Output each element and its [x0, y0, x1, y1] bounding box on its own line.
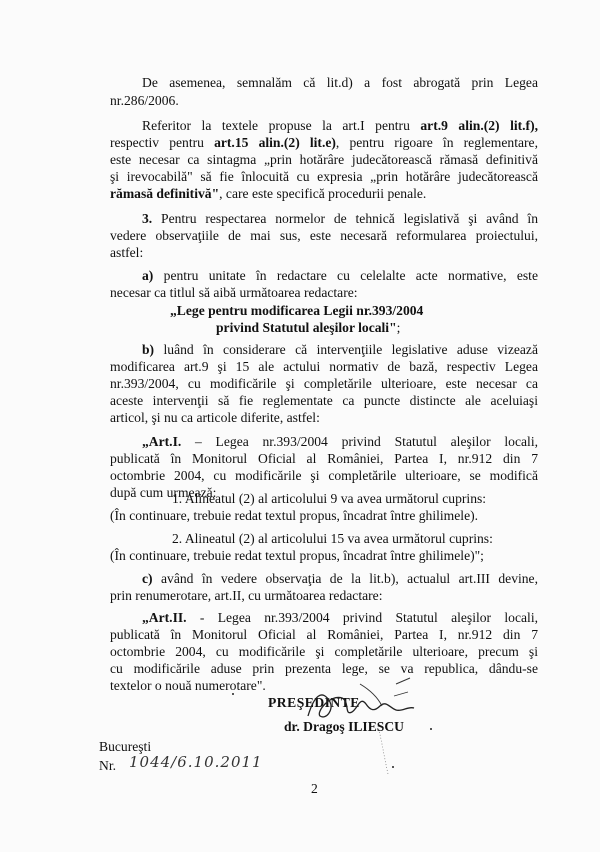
art-1-line-4: după cum urmează:	[110, 485, 217, 500]
scan-speck	[392, 766, 394, 768]
item-b-line-1: b) luând în considerare că intervenţiile legislative aduse vizează	[142, 342, 538, 357]
scan-speck	[430, 728, 432, 730]
art-2-line-2: publicată în Monitorul Oficial al României, Partea I, nr.912 din 7	[110, 627, 538, 642]
paragraph-2-line-2: respectiv pentru art.15 alin.(2) lit.e), pentru rigoare în reglementare,	[110, 135, 538, 150]
paragraph-2-line-5: rămasă definitivă", care este specifică procedurii penale.	[110, 186, 427, 201]
item-c-line-2: prin renumerotare, art.II, cu următoarea redactare:	[110, 588, 383, 603]
art-1-item-1: 1. Alineatul (2) al articolului 9 va avea următorul cuprins:	[172, 491, 487, 506]
paragraph-2-line-1: Referitor la textele propuse la art.I pentru art.9 alin.(2) lit.f),	[142, 118, 538, 133]
art-1-item-2: 2. Alineatul (2) al articolului 15 va avea următorul cuprins:	[172, 531, 493, 546]
signature-name: dr. Dragoş ILIESCU	[284, 719, 404, 734]
art-1-line-1: „Art.I. – Legea nr.393/2004 privind Statutul aleşilor locali,	[142, 434, 538, 449]
item-c-line-1: c) având în vedere observaţia de la lit.b), actualul art.III devine,	[142, 571, 538, 586]
law-title-line-1: „Lege pentru modificarea Legii nr.393/2004	[170, 303, 424, 318]
paragraph-1-line-1: De asemenea, semnalăm că lit.d) a fost abrogată prin Legea	[142, 75, 538, 90]
art-2-line-5: textelor o nouă numerotare".	[110, 678, 266, 693]
item-b-line-5: articol, şi nu ca articole diferite, astfel:	[110, 410, 320, 425]
paragraph-3-line-3: astfel:	[110, 245, 144, 260]
paragraph-1-line-2: nr.286/2006.	[110, 93, 179, 108]
art-1-line-2: publicată în Monitorul Oficial al României, Partea I, nr.912 din 7	[110, 451, 538, 466]
paragraph-3-line-2: vedere observaţiile de mai sus, este necesară reformularea proiectului,	[110, 228, 538, 243]
art-2-line-3: octombrie 2004, cu modificările şi completările ulterioare, precum şi	[110, 644, 538, 659]
item-b-line-2: modificarea art.9 şi 15 ale actului normativ de bază, respectiv Legea	[110, 359, 538, 374]
art-1-item-1-note: (În continuare, trebuie redat textul propus, încadrat între ghilimele).	[110, 508, 479, 523]
registration-number-label: Nr.	[99, 758, 116, 773]
art-1-line-3: octombrie 2004, cu modificările şi completările ulterioare, se modifică	[110, 468, 538, 483]
law-title-line-2: privind Statutul aleşilor locali";	[216, 320, 401, 335]
art-2-line-4: cu modificările aduse prin prezenta lege, se va republica, dându-se	[110, 661, 538, 676]
signature-tail-stroke	[372, 722, 412, 782]
signature-role: PREŞEDINTE	[268, 695, 360, 710]
paragraph-3-line-1: 3. Pentru respectarea normelor de tehnică legislativă şi având în	[142, 211, 538, 226]
art-2-line-1: „Art.II. - Legea nr.393/2004 privind Statutul aleşilor locali,	[142, 610, 538, 625]
paragraph-2-line-4: şi irevocabilă" să fie înlocuită cu expresia „prin hotărâre judecătorească	[110, 169, 538, 184]
art-1-item-2-note: (În continuare, trebuie redat textul propus, încadrat între ghilimele)";	[110, 548, 484, 563]
item-a-line-2: necesar ca titlul să aibă următoarea redactare:	[110, 285, 358, 300]
scan-speck	[232, 693, 234, 695]
item-b-line-4: aceste intervenţii să fie reglementate ca puncte distincte ale aceluiaşi	[110, 393, 538, 408]
paragraph-2-line-3: este necesar ca sintagma „prin hotărâre judecătorească rămasă definitivă	[110, 152, 538, 167]
item-b-line-3: nr.393/2004, cu modificările şi completările ulterioare, este necesar ca	[110, 376, 538, 391]
registration-number-handwritten: 1044/6.10.2011	[129, 753, 263, 771]
city: Bucureşti	[99, 739, 152, 754]
item-a-line-1: a) pentru unitate în redactare cu celelalte acte normative, este	[142, 268, 538, 283]
page-number: 2	[311, 781, 318, 796]
